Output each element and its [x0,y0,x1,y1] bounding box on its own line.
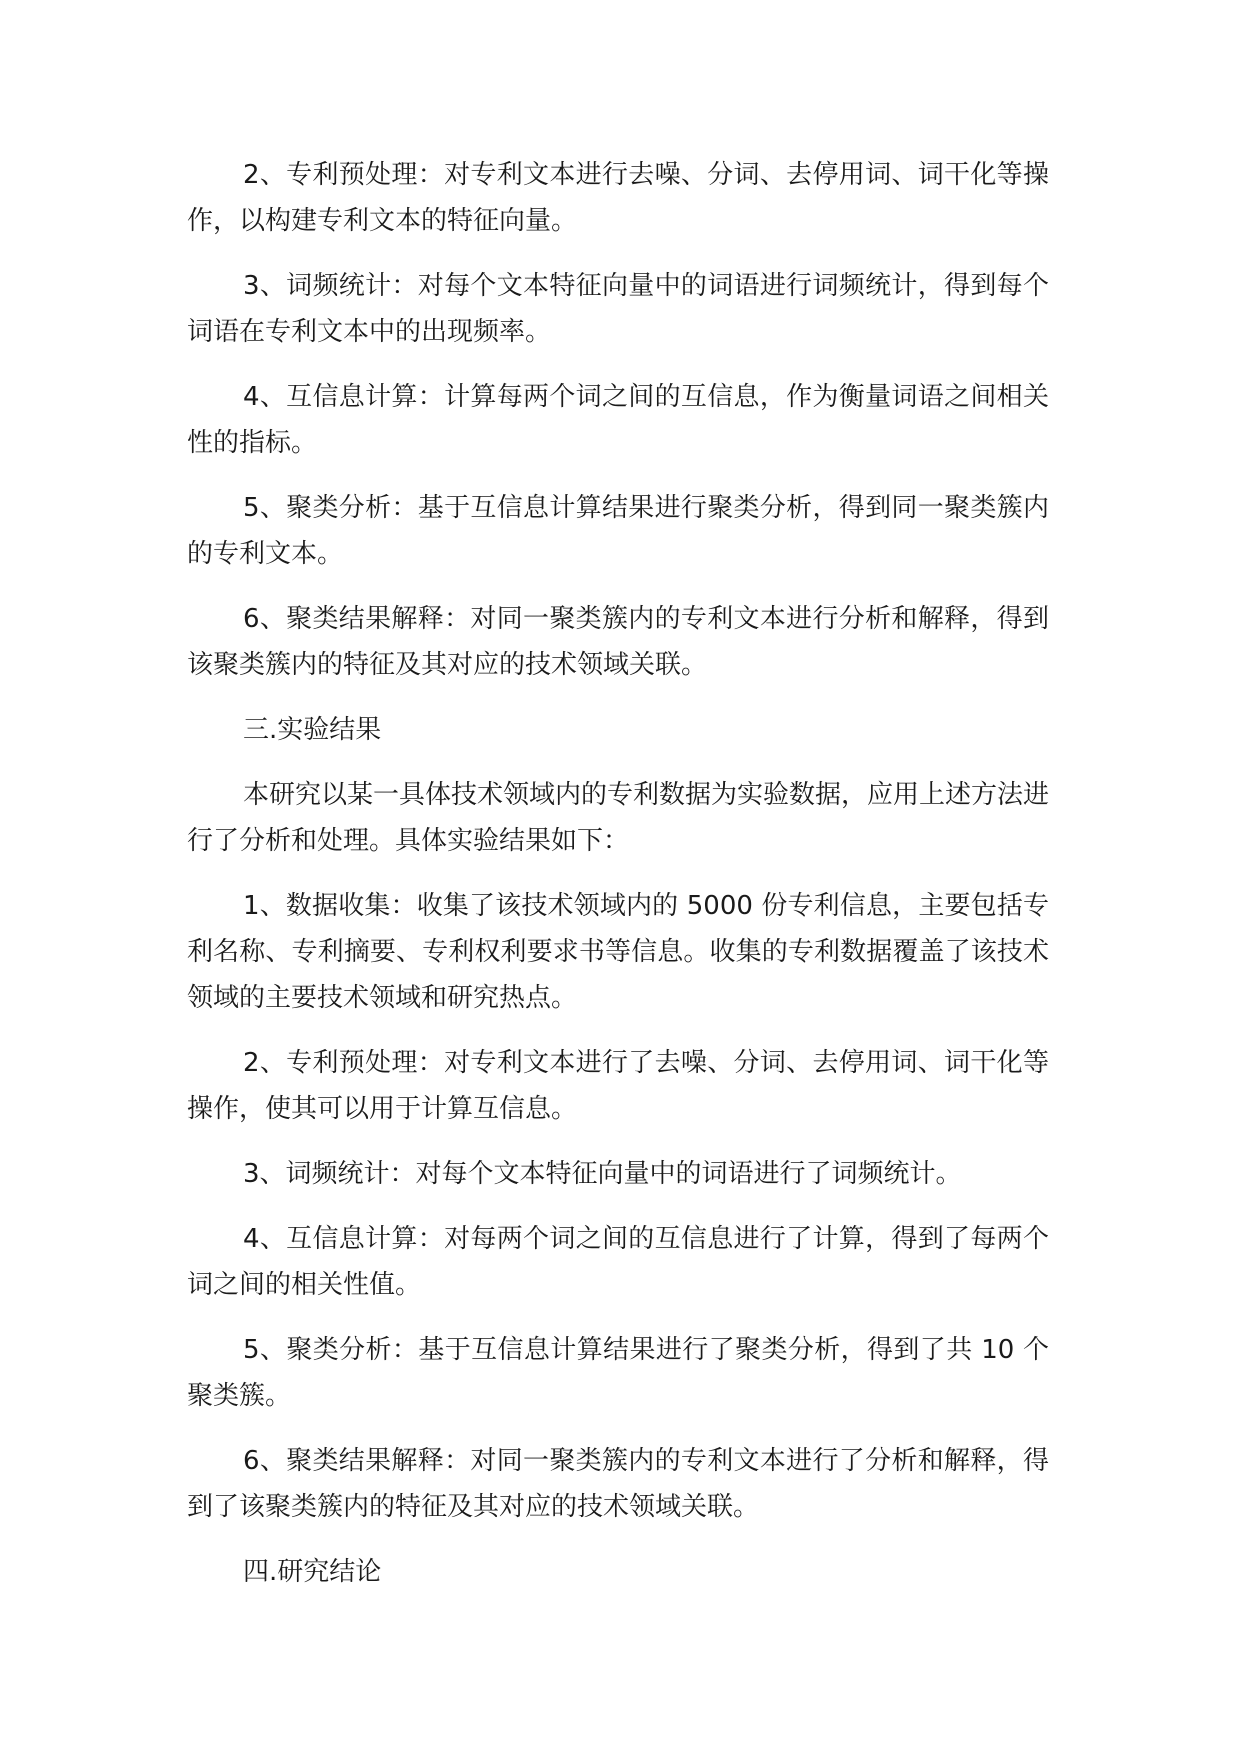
paragraph-results-interpretation: 6、聚类结果解释：对同一聚类簇内的专利文本进行了分析和解释，得到了该聚类簇内的特征及其对应的技术领域关联。 [187,1446,1049,1522]
paragraph-cluster-interpretation: 6、聚类结果解释：对同一聚类簇内的专利文本进行分析和解释，得到该聚类簇内的特征及其对应的技术领域关联。 [187,604,1049,680]
section-heading-conclusion: 四.研究结论 [243,1557,382,1587]
paragraph-results-data-collection: 1、数据收集：收集了该技术领域内的 5000 份专利信息，主要包括专利名称、专利摘要、专利权利要求书等信息。收集的专利数据覆盖了该技术领域的主要技术领域和研究热点。 [187,891,1049,1013]
paragraph-preprocessing: 2、专利预处理：对专利文本进行去噪、分词、去停用词、词干化等操作，以构建专利文本的特征向量。 [187,160,1049,236]
paragraph-term-frequency: 3、词频统计：对每个文本特征向量中的词语进行词频统计，得到每个词语在专利文本中的出现频率。 [187,271,1049,347]
document-body [187,152,1049,1614]
paragraph-mutual-information: 4、互信息计算：计算每两个词之间的互信息，作为衡量词语之间相关性的指标。 [187,382,1049,458]
paragraph-results-clustering: 5、聚类分析：基于互信息计算结果进行了聚类分析，得到了共 10 个聚类簇。 [187,1335,1049,1411]
paragraph-results-term-frequency: 3、词频统计：对每个文本特征向量中的词语进行了词频统计。 [243,1159,962,1189]
paragraph-results-intro: 本研究以某一具体技术领域内的专利数据为实验数据，应用上述方法进行了分析和处理。具体实验结果如下： [187,780,1050,856]
paragraph-results-preprocessing: 2、专利预处理：对专利文本进行了去噪、分词、去停用词、词干化等操作，使其可以用于计算互信息。 [187,1048,1049,1124]
section-heading-results: 三.实验结果 [243,715,382,745]
paragraph-results-mutual-information: 4、互信息计算：对每两个词之间的互信息进行了计算，得到了每两个词之间的相关性值。 [187,1224,1049,1300]
paragraph-clustering: 5、聚类分析：基于互信息计算结果进行聚类分析，得到同一聚类簇内的专利文本。 [187,493,1049,569]
